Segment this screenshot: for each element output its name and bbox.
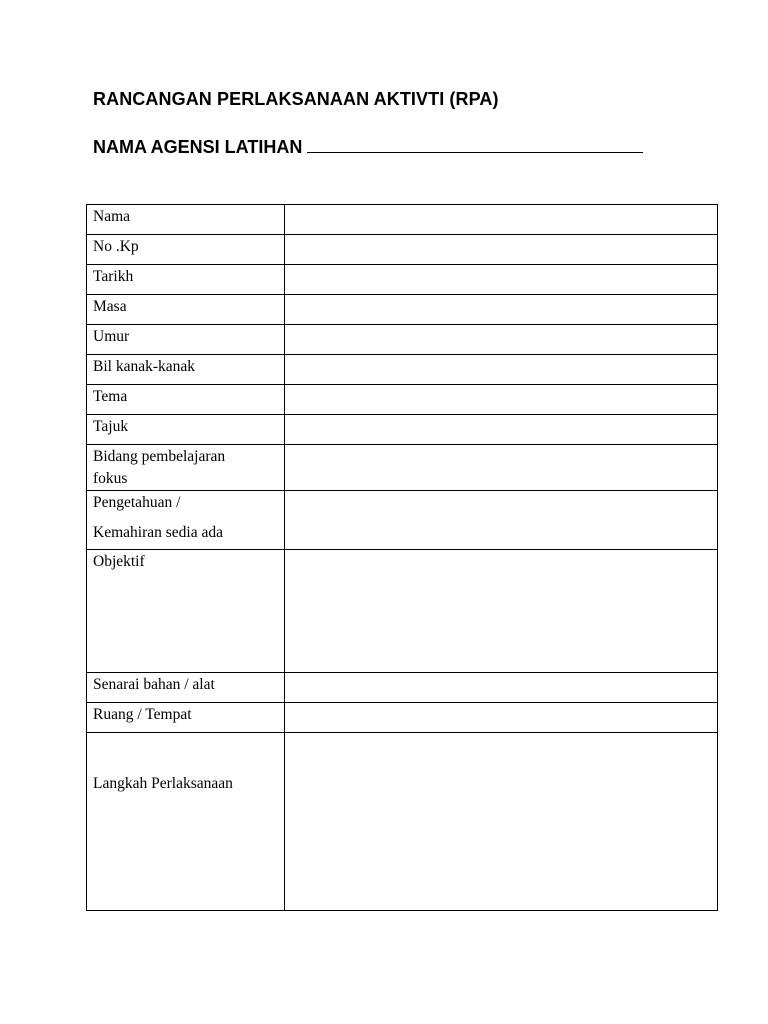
field-no-kp[interactable] [285,235,718,265]
field-umur[interactable] [285,325,718,355]
form-row-langkah [87,733,718,911]
field-ruang[interactable] [285,703,718,733]
label-objektif: Objektif [87,550,285,673]
label-pengetahuan-line2: Kemahiran sedia ada [93,524,223,541]
label-masa: Masa [87,295,285,325]
label-umur: Umur [87,325,285,355]
form-row-bidang [87,445,718,491]
agency-name-line [93,135,643,158]
label-bidang-line1: Bidang pembelajaran [93,448,226,465]
form-row-umur [87,325,718,355]
form-row-ruang [87,703,718,733]
form-row-bil-kanak [87,355,718,385]
field-tarikh[interactable] [285,265,718,295]
label-langkah-cell [87,733,285,911]
field-senarai[interactable] [285,673,718,703]
label-bil-kanak: Bil kanak-kanak [87,355,285,385]
label-nama: Nama [87,205,285,235]
form-row-objektif [87,550,718,673]
label-langkah: Langkah Perlaksanaan [93,775,233,792]
field-masa[interactable] [285,295,718,325]
label-tajuk: Tajuk [87,415,285,445]
label-tema: Tema [87,385,285,415]
label-bidang [87,445,285,491]
form-row-nama [87,205,718,235]
label-pengetahuan [87,491,285,550]
agency-label: NAMA AGENSI LATIHAN [93,137,303,157]
label-no-kp: No .Kp [87,235,285,265]
field-objektif[interactable] [285,550,718,673]
field-bidang[interactable] [285,445,718,491]
field-langkah[interactable] [285,733,718,911]
form-row-no-kp [87,235,718,265]
label-ruang: Ruang / Tempat [87,703,285,733]
form-row-tajuk [87,415,718,445]
field-bil-kanak[interactable] [285,355,718,385]
label-tarikh: Tarikh [87,265,285,295]
label-senarai: Senarai bahan / alat [87,673,285,703]
field-nama[interactable] [285,205,718,235]
label-bidang-line2: fokus [93,470,128,487]
field-pengetahuan[interactable] [285,491,718,550]
label-pengetahuan-line1: Pengetahuan / [93,494,181,511]
rpa-form-table [86,204,718,911]
form-row-masa [87,295,718,325]
form-row-tema [87,385,718,415]
field-tema[interactable] [285,385,718,415]
page-title: RANCANGAN PERLAKSANAAN AKTIVTI (RPA) [93,89,499,109]
form-row-tarikh [87,265,718,295]
field-tajuk[interactable] [285,415,718,445]
form-row-pengetahuan [87,491,718,550]
form-row-senarai [87,673,718,703]
agency-name-blank[interactable] [307,135,643,153]
